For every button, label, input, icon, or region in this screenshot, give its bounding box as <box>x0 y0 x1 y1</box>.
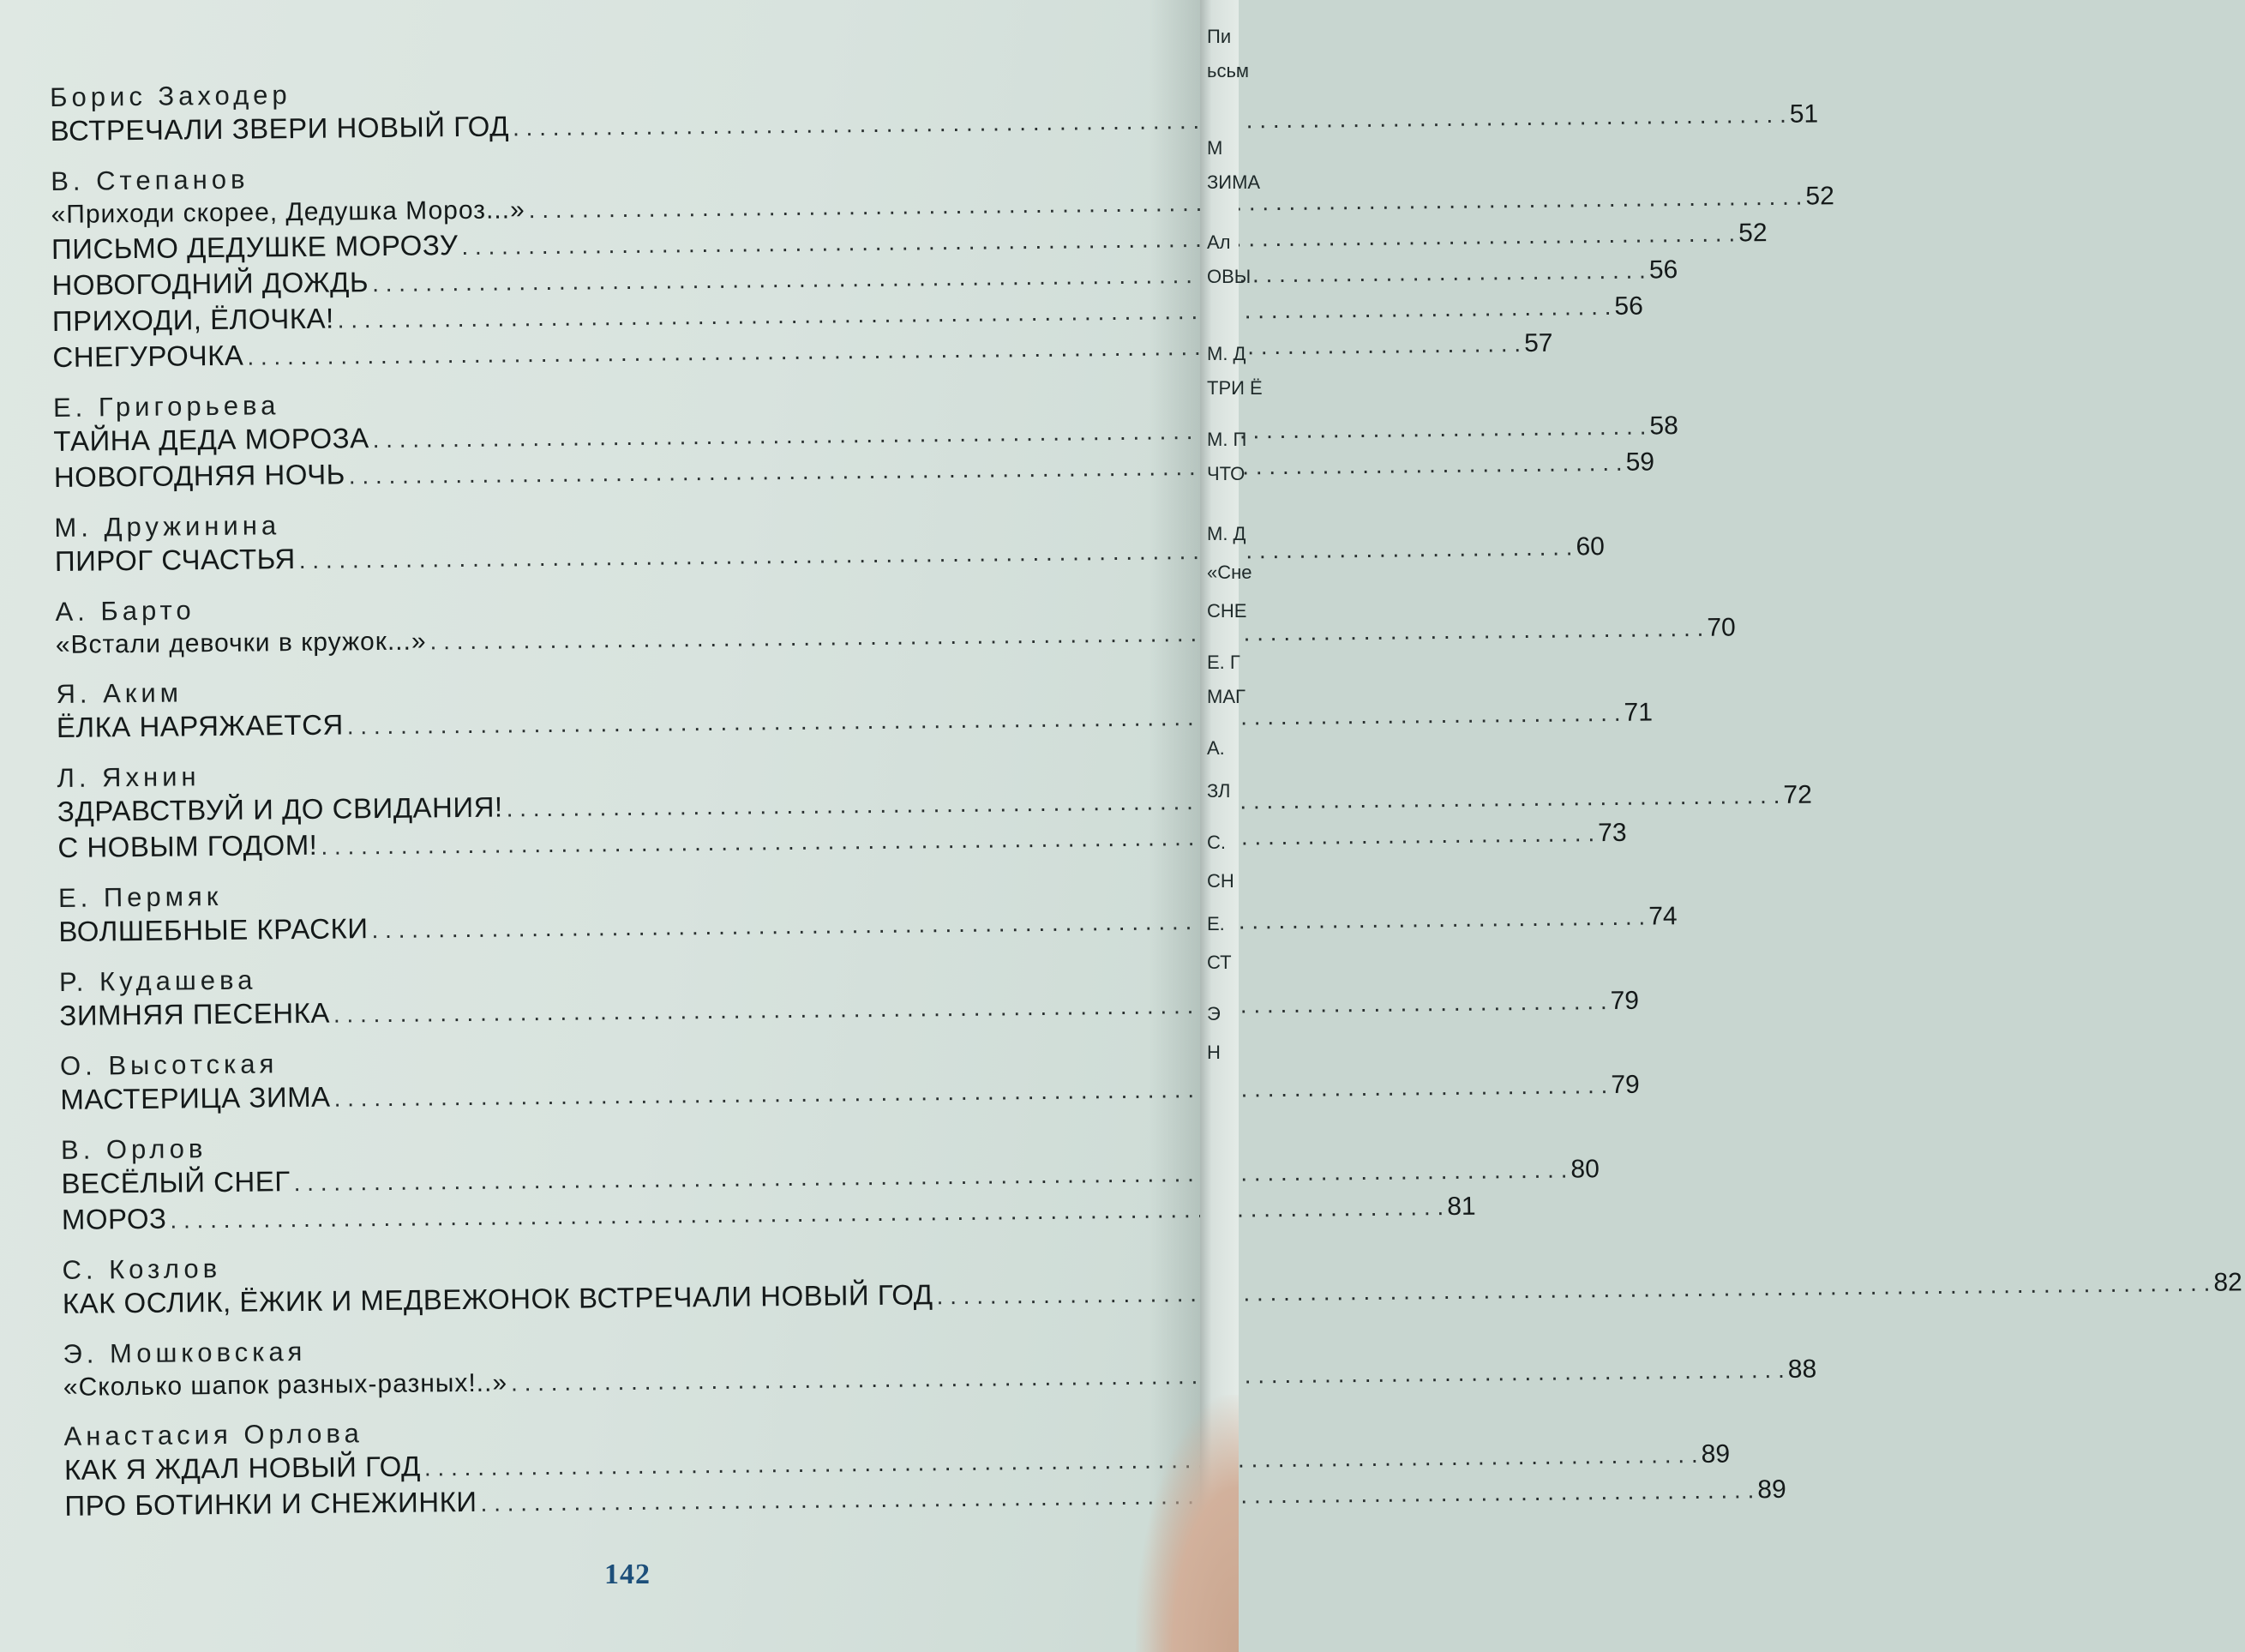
adjacent-page-text-fragment: М. Д <box>1207 523 1246 544</box>
toc-entry <box>63 1326 1817 1405</box>
author-name: Л. Яхнин <box>57 761 201 793</box>
adjacent-page-text-fragment: С. <box>1207 832 1226 853</box>
page-number: 142 <box>604 1559 651 1590</box>
page-ref: 71 <box>1624 698 1654 727</box>
adjacent-page-text-fragment: М <box>1207 137 1223 159</box>
page-ref: 88 <box>1787 1355 1817 1384</box>
author-name: Борис Заходер <box>50 80 291 112</box>
work-title: ТАЙНА ДЕДА МОРОЗА <box>53 422 369 457</box>
work-title: «Приходи скорее, Дедушка Мороз...» <box>51 195 525 229</box>
page-ref: 60 <box>1576 532 1606 562</box>
author-name: Анастасия Орлова <box>63 1418 363 1451</box>
author-name: С. Козлов <box>62 1253 222 1285</box>
work-title: ЗИМНЯЯ ПЕСЕНКА <box>59 996 331 1031</box>
work-title: СНЕГУРОЧКА <box>52 339 244 373</box>
adjacent-page-edge <box>1200 0 1263 1652</box>
work-title: ВОЛШЕБНЫЕ КРАСКИ <box>58 912 369 947</box>
adjacent-page-text-fragment: Н <box>1207 1042 1221 1063</box>
page-ref: 73 <box>1597 818 1627 848</box>
adjacent-page-text-fragment: СН <box>1207 870 1234 892</box>
finger-photo-artifact <box>1136 1395 1239 1652</box>
author-name: Э. Мошковская <box>63 1336 307 1369</box>
adjacent-page-text-fragment: Е. <box>1207 913 1225 934</box>
author-name: А. Барто <box>55 595 195 627</box>
work-title: ЗДРАВСТВУЙ И ДО СВИДАНИЯ! <box>57 790 503 827</box>
page-ref: 82 <box>2213 1268 2242 1297</box>
work-title: ПИРОГ СЧАСТЬЯ <box>54 543 296 577</box>
work-title: С НОВЫМ ГОДОМ! <box>57 828 318 863</box>
adjacent-page-text-fragment: СТ <box>1207 952 1232 973</box>
adjacent-page-text-fragment: Е. Г <box>1207 652 1240 673</box>
toc-entry <box>63 1409 1786 1525</box>
adjacent-page-text-fragment: МАГ <box>1207 686 1246 707</box>
toc-entry <box>62 1242 2242 1323</box>
author-name: Е. Пермяк <box>57 880 223 913</box>
work-title: НОВОГОДНЯЯ НОЧЬ <box>53 458 345 493</box>
adjacent-page-text-fragment: «Сне <box>1207 562 1252 583</box>
work-title: КАК Я ЖДАЛ НОВЫЙ ГОД <box>63 1450 422 1486</box>
page-ref: 52 <box>1738 219 1768 248</box>
adjacent-page-text-fragment: Пи <box>1207 26 1232 47</box>
author-name: М. Дружинина <box>54 510 281 543</box>
page-ref: 52 <box>1805 182 1834 211</box>
adjacent-page-text-fragment: М. П <box>1207 429 1247 450</box>
toc-entry <box>60 1122 1600 1239</box>
adjacent-page-text-fragment: ЗЛ <box>1207 780 1231 802</box>
page-ref: 56 <box>1614 291 1644 321</box>
toc-entry <box>59 1038 1640 1119</box>
work-title: «Встали девочки в кружок...» <box>55 627 427 659</box>
adjacent-page-text-fragment: ЗИМА <box>1207 171 1261 193</box>
page-ref: 89 <box>1757 1475 1786 1505</box>
page-ref: 79 <box>1610 986 1640 1015</box>
page-ref: 59 <box>1625 448 1655 477</box>
author-name: Р. Кудашева <box>58 964 257 997</box>
work-title: КАК ОСЛИК, ЁЖИК И МЕДВЕЖОНОК ВСТРЕЧАЛИ НОВЫЙ ГОД <box>62 1278 933 1319</box>
page-ref: 79 <box>1611 1070 1640 1099</box>
work-title: «Сколько шапок разных-разных!..» <box>63 1368 508 1402</box>
author-name: Е. Григорьева <box>52 390 280 423</box>
page-ref: 56 <box>1648 255 1678 285</box>
work-title: ПРО БОТИНКИ И СНЕЖИНКИ <box>64 1485 477 1522</box>
page-ref: 70 <box>1707 613 1736 642</box>
adjacent-page-text-fragment: ОВЫ <box>1207 266 1252 287</box>
adjacent-page-text-fragment: Ал <box>1207 231 1231 253</box>
author-name: В. Орлов <box>60 1133 207 1165</box>
adjacent-page-text-fragment: СНЕ <box>1207 600 1247 622</box>
work-title: ВСТРЕЧАЛИ ЗВЕРИ НОВЫЙ ГОД <box>50 110 510 147</box>
adjacent-page-text-fragment: ЧТО <box>1207 463 1246 484</box>
page-ref: 72 <box>1783 780 1812 809</box>
page-ref: 51 <box>1789 99 1819 129</box>
work-title: МОРОЗ <box>61 1202 167 1235</box>
author-name: Я. Аким <box>56 677 183 709</box>
page-ref: 89 <box>1701 1439 1731 1469</box>
work-title: НОВОГОДНИЙ ДОЖДЬ <box>51 266 369 301</box>
author-name: В. Степанов <box>51 164 249 196</box>
page-ref: 58 <box>1649 411 1678 441</box>
work-title: ПРИХОДИ, ЁЛОЧКА! <box>51 302 334 337</box>
page-ref: 80 <box>1570 1155 1600 1184</box>
adjacent-page-text-fragment: М. Д <box>1207 343 1246 364</box>
work-title: МАСТЕРИЦА ЗИМА <box>60 1080 331 1115</box>
work-title: ВЕСЁЛЫЙ СНЕГ <box>61 1165 291 1199</box>
page-ref: 81 <box>1447 1192 1476 1221</box>
adjacent-page-text-fragment: Э <box>1207 1003 1221 1024</box>
adjacent-page-text-fragment: ТРИ Ё <box>1207 377 1263 399</box>
adjacent-page-text-fragment: ьсьм <box>1207 60 1250 81</box>
work-title: ПИСЬМО ДЕДУШКЕ МОРОЗУ <box>51 229 459 265</box>
author-name: О. Высотская <box>59 1048 279 1081</box>
work-title: ЁЛКА НАРЯЖАЕТСЯ <box>56 708 344 743</box>
page-ref: 57 <box>1523 328 1553 358</box>
adjacent-page-text-fragment: А. <box>1207 737 1225 759</box>
page-ref: 74 <box>1648 902 1678 931</box>
